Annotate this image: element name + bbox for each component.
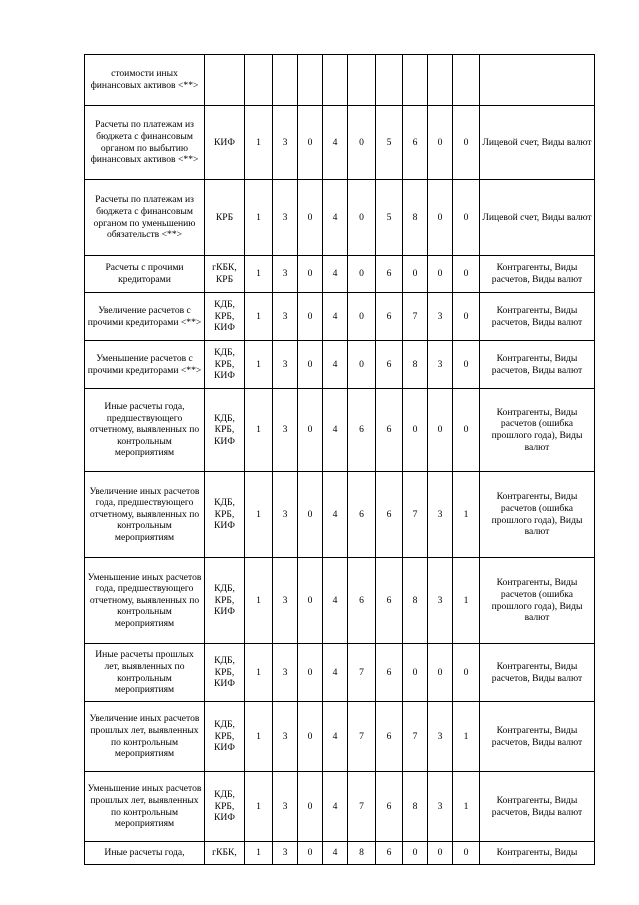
account-digit-cell: 4	[323, 106, 348, 180]
kbk-cell: гКБК, КРБ	[205, 256, 245, 293]
account-digit-cell: 3	[273, 472, 298, 558]
account-digit-cell	[403, 55, 428, 106]
account-name-cell: Уменьшение иных расчетов года, предшествующего отчетному, выявленных по контрольным мероприятиям	[85, 558, 205, 644]
account-digit-cell: 4	[323, 341, 348, 389]
account-digit-cell	[245, 55, 273, 106]
account-digit-cell: 0	[348, 293, 376, 341]
analytics-cell: Контрагенты, Виды расчетов, Виды валют	[480, 702, 595, 772]
account-digit-cell: 0	[453, 644, 480, 702]
table-row	[85, 106, 595, 180]
account-digit-cell: 6	[376, 772, 403, 842]
account-digit-cell: 0	[428, 106, 453, 180]
account-name-cell: Увеличение расчетов с прочими кредиторами <**>	[85, 293, 205, 341]
table-row	[85, 472, 595, 558]
account-digit-cell	[376, 55, 403, 106]
account-digit-cell: 0	[298, 472, 323, 558]
account-digit-cell: 3	[273, 842, 298, 865]
kbk-cell: гКБК,	[205, 842, 245, 865]
account-digit-cell: 4	[323, 472, 348, 558]
analytics-cell: Контрагенты, Виды расчетов, Виды валют	[480, 772, 595, 842]
account-digit-cell	[298, 55, 323, 106]
analytics-cell: Контрагенты, Виды расчетов, Виды валют	[480, 256, 595, 293]
account-name-cell: Расчеты с прочими кредиторами	[85, 256, 205, 293]
kbk-cell: КДБ, КРБ, КИФ	[205, 293, 245, 341]
account-digit-cell: 1	[245, 472, 273, 558]
account-digit-cell: 0	[298, 558, 323, 644]
table-row	[85, 644, 595, 702]
account-digit-cell: 6	[376, 472, 403, 558]
kbk-cell: КДБ, КРБ, КИФ	[205, 341, 245, 389]
account-digit-cell: 1	[245, 256, 273, 293]
account-digit-cell: 0	[403, 389, 428, 472]
table-row	[85, 293, 595, 341]
account-digit-cell: 1	[245, 702, 273, 772]
account-digit-cell: 7	[403, 472, 428, 558]
account-digit-cell: 4	[323, 702, 348, 772]
account-digit-cell: 6	[376, 256, 403, 293]
account-digit-cell: 1	[453, 558, 480, 644]
account-digit-cell: 1	[245, 644, 273, 702]
account-digit-cell: 3	[273, 558, 298, 644]
account-digit-cell: 3	[428, 341, 453, 389]
analytics-cell: Контрагенты, Виды расчетов (ошибка прошлого года), Виды валют	[480, 558, 595, 644]
account-digit-cell: 6	[403, 106, 428, 180]
account-digit-cell: 4	[323, 842, 348, 865]
account-digit-cell: 0	[428, 842, 453, 865]
account-digit-cell: 0	[298, 772, 323, 842]
account-digit-cell: 3	[428, 702, 453, 772]
account-digit-cell	[428, 55, 453, 106]
account-digit-cell: 1	[245, 180, 273, 256]
account-digit-cell: 8	[403, 772, 428, 842]
account-digit-cell: 4	[323, 293, 348, 341]
account-digit-cell: 0	[453, 180, 480, 256]
account-digit-cell: 0	[453, 106, 480, 180]
account-digit-cell	[323, 55, 348, 106]
account-digit-cell: 3	[273, 256, 298, 293]
account-digit-cell: 6	[376, 842, 403, 865]
analytics-cell: Контрагенты, Виды	[480, 842, 595, 865]
account-digit-cell: 0	[348, 106, 376, 180]
account-digit-cell: 4	[323, 256, 348, 293]
account-digit-cell: 3	[428, 558, 453, 644]
account-digit-cell: 3	[273, 180, 298, 256]
account-digit-cell: 6	[376, 644, 403, 702]
account-digit-cell: 1	[245, 842, 273, 865]
table-row	[85, 842, 595, 865]
account-digit-cell: 0	[453, 341, 480, 389]
account-digit-cell: 0	[298, 106, 323, 180]
account-digit-cell: 1	[245, 341, 273, 389]
account-digit-cell	[348, 55, 376, 106]
account-name-cell: стоимости иных финансовых активов <**>	[85, 55, 205, 106]
kbk-cell	[205, 55, 245, 106]
account-digit-cell: 6	[348, 558, 376, 644]
account-digit-cell: 0	[298, 293, 323, 341]
table-row	[85, 558, 595, 644]
table-row	[85, 341, 595, 389]
account-digit-cell: 3	[273, 106, 298, 180]
analytics-cell: Лицевой счет, Виды валют	[480, 106, 595, 180]
table-row	[85, 55, 595, 106]
account-digit-cell: 4	[323, 772, 348, 842]
chart-of-accounts-table	[84, 54, 595, 865]
kbk-cell: КИФ	[205, 106, 245, 180]
account-digit-cell: 3	[273, 341, 298, 389]
account-digit-cell	[453, 55, 480, 106]
account-digit-cell: 0	[453, 293, 480, 341]
table-row	[85, 772, 595, 842]
account-digit-cell: 1	[245, 772, 273, 842]
account-name-cell: Увеличение иных расчетов прошлых лет, выявленных по контрольным мероприятиям	[85, 702, 205, 772]
analytics-cell	[480, 55, 595, 106]
analytics-cell: Контрагенты, Виды расчетов, Виды валют	[480, 341, 595, 389]
account-digit-cell: 4	[323, 389, 348, 472]
account-digit-cell: 1	[453, 772, 480, 842]
account-digit-cell: 8	[403, 558, 428, 644]
kbk-cell: КДБ, КРБ, КИФ	[205, 772, 245, 842]
account-digit-cell: 0	[428, 644, 453, 702]
account-digit-cell: 0	[403, 644, 428, 702]
account-digit-cell: 3	[428, 293, 453, 341]
account-digit-cell: 1	[245, 558, 273, 644]
account-digit-cell: 0	[348, 180, 376, 256]
account-digit-cell: 3	[273, 293, 298, 341]
account-digit-cell: 0	[348, 341, 376, 389]
account-digit-cell: 3	[273, 644, 298, 702]
table-row	[85, 389, 595, 472]
account-digit-cell: 0	[298, 341, 323, 389]
account-name-cell: Иные расчеты года,	[85, 842, 205, 865]
account-name-cell: Расчеты по платежам из бюджета с финансовым органом по выбытию финансовых активов <**>	[85, 106, 205, 180]
account-digit-cell: 6	[376, 293, 403, 341]
account-digit-cell: 3	[428, 472, 453, 558]
account-digit-cell: 6	[348, 472, 376, 558]
account-digit-cell: 1	[453, 472, 480, 558]
analytics-cell: Контрагенты, Виды расчетов, Виды валют	[480, 644, 595, 702]
kbk-cell: КДБ, КРБ, КИФ	[205, 389, 245, 472]
table-row	[85, 702, 595, 772]
account-digit-cell: 6	[376, 389, 403, 472]
account-digit-cell: 3	[273, 702, 298, 772]
account-name-cell: Увеличение иных расчетов года, предшествующего отчетному, выявленных по контрольным мероприятиям	[85, 472, 205, 558]
analytics-cell: Контрагенты, Виды расчетов (ошибка прошлого года), Виды валют	[480, 472, 595, 558]
table-body	[85, 55, 595, 865]
kbk-cell: КДБ, КРБ, КИФ	[205, 472, 245, 558]
analytics-cell: Лицевой счет, Виды валют	[480, 180, 595, 256]
account-digit-cell: 0	[298, 644, 323, 702]
account-digit-cell: 3	[273, 772, 298, 842]
kbk-cell: КРБ	[205, 180, 245, 256]
account-digit-cell: 0	[348, 256, 376, 293]
account-name-cell: Иные расчеты прошлых лет, выявленных по контрольным мероприятиям	[85, 644, 205, 702]
account-digit-cell: 6	[376, 341, 403, 389]
account-digit-cell: 8	[403, 341, 428, 389]
account-digit-cell: 8	[348, 842, 376, 865]
account-digit-cell: 7	[348, 772, 376, 842]
account-digit-cell: 4	[323, 180, 348, 256]
account-digit-cell: 4	[323, 558, 348, 644]
account-digit-cell: 0	[453, 842, 480, 865]
account-digit-cell: 6	[376, 702, 403, 772]
account-digit-cell: 1	[245, 389, 273, 472]
account-digit-cell: 0	[428, 180, 453, 256]
account-digit-cell: 1	[245, 106, 273, 180]
analytics-cell: Контрагенты, Виды расчетов, Виды валют	[480, 293, 595, 341]
account-digit-cell: 1	[453, 702, 480, 772]
account-digit-cell: 0	[428, 256, 453, 293]
account-digit-cell: 7	[403, 293, 428, 341]
account-name-cell: Расчеты по платежам из бюджета с финансовым органом по уменьшению обязательств <**>	[85, 180, 205, 256]
account-digit-cell: 0	[403, 256, 428, 293]
kbk-cell: КДБ, КРБ, КИФ	[205, 558, 245, 644]
account-name-cell: Уменьшение расчетов с прочими кредиторами <**>	[85, 341, 205, 389]
account-digit-cell: 4	[323, 644, 348, 702]
account-digit-cell: 0	[298, 389, 323, 472]
account-name-cell: Иные расчеты года, предшествующего отчетному, выявленных по контрольным мероприятиям	[85, 389, 205, 472]
account-digit-cell: 0	[298, 702, 323, 772]
account-digit-cell: 5	[376, 180, 403, 256]
account-digit-cell: 0	[298, 180, 323, 256]
account-digit-cell: 5	[376, 106, 403, 180]
account-digit-cell: 0	[403, 842, 428, 865]
account-digit-cell: 8	[403, 180, 428, 256]
account-digit-cell: 0	[453, 256, 480, 293]
account-digit-cell: 0	[453, 389, 480, 472]
kbk-cell: КДБ, КРБ, КИФ	[205, 702, 245, 772]
account-digit-cell: 0	[298, 842, 323, 865]
account-digit-cell: 7	[403, 702, 428, 772]
account-digit-cell: 6	[376, 558, 403, 644]
account-digit-cell: 3	[273, 389, 298, 472]
account-digit-cell: 6	[348, 389, 376, 472]
account-digit-cell: 7	[348, 702, 376, 772]
analytics-cell: Контрагенты, Виды расчетов (ошибка прошлого года), Виды валют	[480, 389, 595, 472]
account-digit-cell: 3	[428, 772, 453, 842]
account-digit-cell: 0	[428, 389, 453, 472]
kbk-cell: КДБ, КРБ, КИФ	[205, 644, 245, 702]
account-digit-cell	[273, 55, 298, 106]
account-digit-cell: 7	[348, 644, 376, 702]
account-name-cell: Уменьшение иных расчетов прошлых лет, выявленных по контрольным мероприятиям	[85, 772, 205, 842]
table-row	[85, 256, 595, 293]
account-digit-cell: 1	[245, 293, 273, 341]
table-row	[85, 180, 595, 256]
account-digit-cell: 0	[298, 256, 323, 293]
